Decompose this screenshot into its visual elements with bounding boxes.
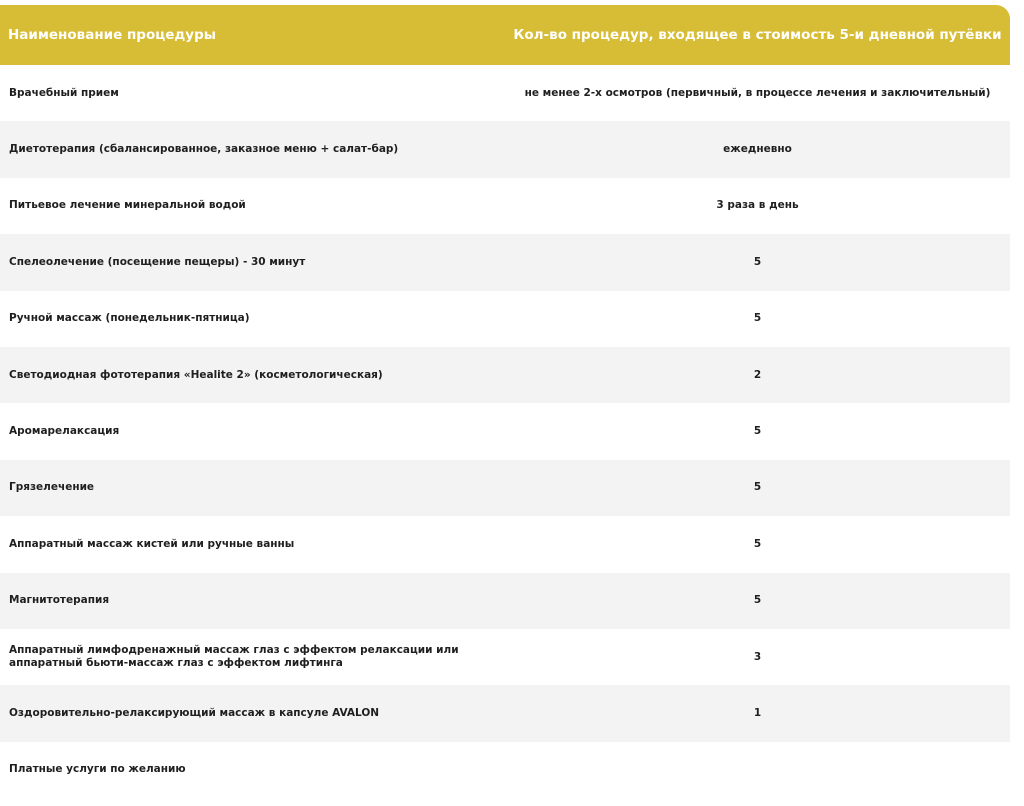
table-row <box>0 65 1010 121</box>
table-row <box>0 629 1010 685</box>
procedure-name: Аромарелаксация <box>9 425 120 438</box>
procedure-quantity: 5 <box>753 255 762 268</box>
procedure-quantity: 2 <box>753 368 762 381</box>
procedure-quantity: ежедневно <box>723 143 792 156</box>
procedure-name: Питьевое лечение минеральной водой <box>9 199 246 212</box>
procedure-name: Грязелечение <box>9 481 95 494</box>
table-row <box>0 403 1010 459</box>
procedure-name: Врачебный прием <box>9 86 119 99</box>
table-row <box>0 121 1010 177</box>
table-body <box>0 65 1010 798</box>
table-row <box>0 291 1010 347</box>
procedure-quantity: 5 <box>753 425 762 438</box>
table-row <box>0 460 1010 516</box>
table-row <box>0 516 1010 572</box>
procedure-quantity: 1 <box>753 706 762 719</box>
procedure-name: Ручной массаж (понедельник-пятница) <box>9 312 250 325</box>
procedure-quantity: 5 <box>753 594 762 607</box>
header-procedure-name: Наименование процедуры <box>8 27 216 43</box>
procedure-name: Оздоровительно-релаксирующий массаж в капсуле AVALON <box>9 706 380 719</box>
procedure-quantity: 5 <box>753 312 762 325</box>
procedure-name: Аппаратный лимфодренажный массаж глаз с эффектом релаксации или аппаратный бьюти-массаж глаз с эффектом лифтинга <box>9 644 459 670</box>
table-row <box>0 178 1010 234</box>
procedure-quantity: 5 <box>753 537 762 550</box>
procedure-quantity: 5 <box>753 481 762 494</box>
procedure-name: Магнитотерапия <box>9 594 110 607</box>
procedure-name: Спелеолечение (посещение пещеры) - 30 минут <box>9 255 306 268</box>
header-procedure-quantity: Кол-во процедур, входящее в стоимость 5-и дневной путёвки <box>513 27 1002 43</box>
table-row <box>0 347 1010 403</box>
procedure-name: Диетотерапия (сбалансированное, заказное меню + салат-бар) <box>9 143 399 156</box>
procedure-quantity: 3 раза в день <box>716 199 799 212</box>
table-row <box>0 742 1010 798</box>
procedure-quantity: 3 <box>753 650 762 663</box>
table-row <box>0 685 1010 741</box>
procedure-quantity: не менее 2-х осмотров (первичный, в процессе лечения и заключительный) <box>524 86 991 99</box>
table-row <box>0 234 1010 290</box>
procedure-name: Аппаратный массаж кистей или ручные ванны <box>9 537 295 550</box>
procedure-quantity <box>505 742 1010 798</box>
table-row <box>0 573 1010 629</box>
procedure-name: Светодиодная фототерапия «Healite 2» (косметологическая) <box>9 368 383 381</box>
procedure-name: Платные услуги по желанию <box>9 763 186 776</box>
table-header <box>0 5 1010 65</box>
